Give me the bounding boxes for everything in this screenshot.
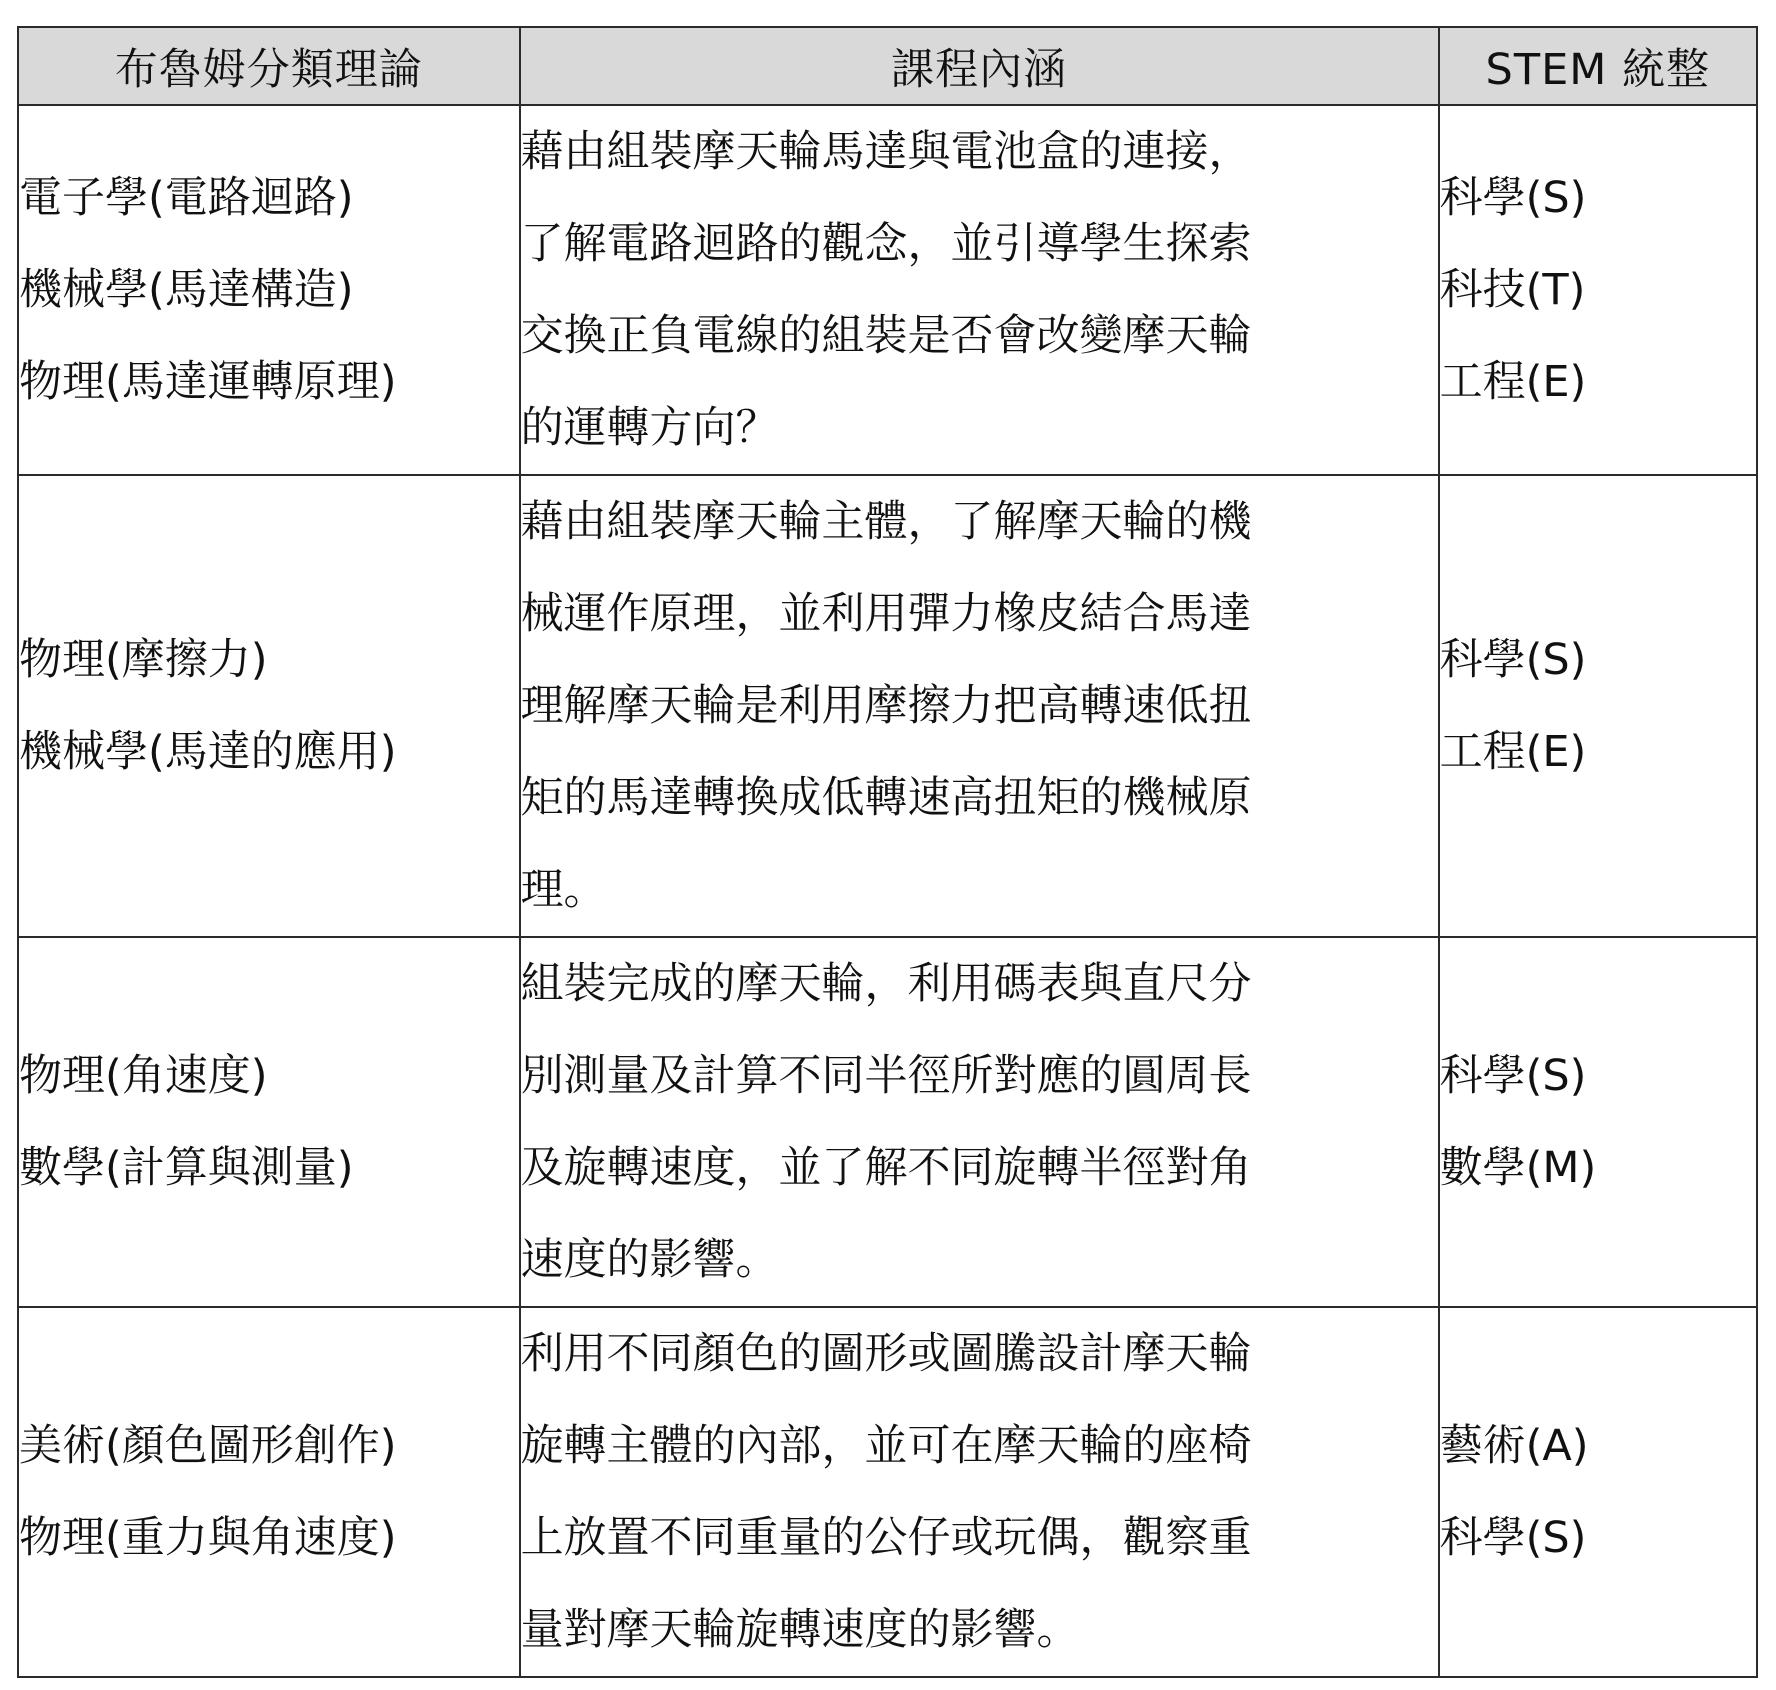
content-line: 的運轉方向？ bbox=[520, 403, 779, 453]
stem-cell bbox=[1439, 475, 1757, 937]
stem-item: 數學(M) bbox=[1439, 1143, 1597, 1193]
content-cell bbox=[520, 937, 1439, 1307]
content-line: 藉由組裝摩天輪馬達與電池盒的連接， bbox=[520, 127, 1252, 177]
bloom-item: 物理(馬達運轉原理) bbox=[19, 357, 397, 407]
header-bloom-taxonomy: 布魯姆分類理論 bbox=[18, 27, 520, 105]
bloom-cell bbox=[18, 475, 520, 937]
table-row bbox=[18, 937, 1757, 1307]
content-line: 利用不同顏色的圖形或圖騰設計摩天輪 bbox=[520, 1329, 1252, 1379]
table-row bbox=[18, 475, 1757, 937]
header-course-content: 課程內涵 bbox=[520, 27, 1439, 105]
content-line: 交換正負電線的組裝是否會改變摩天輪 bbox=[520, 311, 1252, 361]
table-header-row bbox=[18, 27, 1757, 105]
bloom-item: 機械學(馬達構造) bbox=[19, 265, 354, 315]
bloom-item: 美術(顏色圖形創作) bbox=[19, 1421, 397, 1471]
content-line: 理。 bbox=[520, 865, 607, 915]
content-line: 別測量及計算不同半徑所對應的圓周長 bbox=[520, 1051, 1252, 1101]
stem-cell bbox=[1439, 937, 1757, 1307]
content-cell bbox=[520, 475, 1439, 937]
bloom-item: 機械學(馬達的應用) bbox=[19, 727, 397, 777]
stem-item: 科技(T) bbox=[1439, 265, 1586, 315]
bloom-item: 物理(角速度) bbox=[19, 1051, 268, 1101]
header-stem-integration: STEM 統整 bbox=[1439, 27, 1757, 105]
stem-item: 藝術(A) bbox=[1439, 1421, 1589, 1471]
content-cell bbox=[520, 105, 1439, 475]
stem-item: 科學(S) bbox=[1439, 173, 1587, 223]
content-line: 上放置不同重量的公仔或玩偶，觀察重 bbox=[520, 1513, 1252, 1563]
bloom-item: 物理(重力與角速度) bbox=[19, 1513, 397, 1563]
stem-item: 科學(S) bbox=[1439, 1051, 1587, 1101]
stem-course-table bbox=[17, 26, 1758, 1678]
content-line: 藉由組裝摩天輪主體，了解摩天輪的機 bbox=[520, 497, 1252, 547]
table-row bbox=[18, 105, 1757, 475]
table-row bbox=[18, 1307, 1757, 1677]
content-cell bbox=[520, 1307, 1439, 1677]
bloom-item: 電子學(電路迴路) bbox=[19, 173, 354, 223]
content-line: 械運作原理，並利用彈力橡皮結合馬達 bbox=[520, 589, 1252, 639]
bloom-cell bbox=[18, 937, 520, 1307]
content-line: 理解摩天輪是利用摩擦力把高轉速低扭 bbox=[520, 681, 1252, 731]
stem-cell bbox=[1439, 1307, 1757, 1677]
content-line: 量對摩天輪旋轉速度的影響。 bbox=[520, 1605, 1080, 1655]
content-line: 旋轉主體的內部，並可在摩天輪的座椅 bbox=[520, 1421, 1252, 1471]
content-line: 組裝完成的摩天輪，利用碼表與直尺分 bbox=[520, 959, 1252, 1009]
content-line: 速度的影響。 bbox=[520, 1235, 779, 1285]
stem-cell bbox=[1439, 105, 1757, 475]
bloom-item: 數學(計算與測量) bbox=[19, 1143, 354, 1193]
stem-item: 工程(E) bbox=[1439, 727, 1587, 777]
stem-item: 科學(S) bbox=[1439, 1513, 1587, 1563]
bloom-item: 物理(摩擦力) bbox=[19, 635, 268, 685]
bloom-cell bbox=[18, 1307, 520, 1677]
document-page bbox=[17, 26, 1758, 1678]
content-line: 矩的馬達轉換成低轉速高扭矩的機械原 bbox=[520, 773, 1252, 823]
stem-item: 科學(S) bbox=[1439, 635, 1587, 685]
content-line: 了解電路迴路的觀念，並引導學生探索 bbox=[520, 219, 1252, 269]
content-line: 及旋轉速度，並了解不同旋轉半徑對角 bbox=[520, 1143, 1252, 1193]
stem-item: 工程(E) bbox=[1439, 357, 1587, 407]
bloom-cell bbox=[18, 105, 520, 475]
